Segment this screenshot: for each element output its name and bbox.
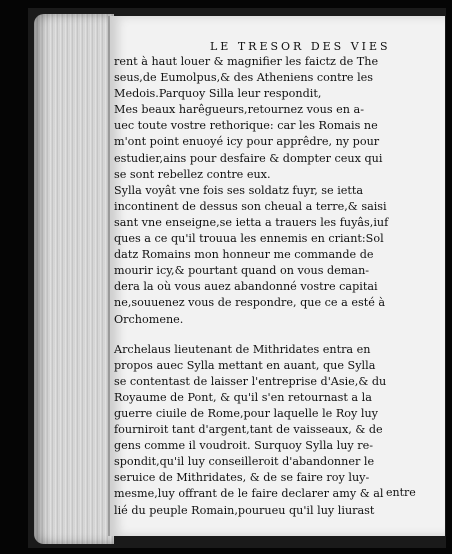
text-line: lié du peuple Romain,pourueu qu'il luy liurast <box>114 503 375 517</box>
paragraph-1 <box>114 54 444 102</box>
text-line: datz Romains mon honneur me commande de <box>114 248 374 262</box>
text-line: Sylla voyât vne fois ses soldatz fuyr, se ietta <box>114 183 364 197</box>
text-line: Orchomene. <box>114 312 184 326</box>
book-page <box>108 16 445 536</box>
text-line: Mes beaux harêgueurs,retournez vous en a- <box>114 103 364 117</box>
paragraph-3 <box>114 183 444 328</box>
text-line: sant vne enseigne,se ietta a trauers les fuyâs,iuf <box>114 215 389 229</box>
paragraph-2 <box>114 102 444 182</box>
text-line: m'ont point enuoyé icy pour apprêdre, ny pour <box>114 135 380 149</box>
text-line: se sont rebellez contre eux. <box>114 167 271 181</box>
text-line: estudier,ains pour desfaire & dompter ceux qui <box>114 151 383 165</box>
text-line: ques a ce qu'il trouua les ennemis en criant:Sol <box>114 232 384 246</box>
catchword: entre <box>386 486 416 499</box>
text-line: fourniroit tant d'argent,tant de vaisseaux, & de <box>114 423 383 437</box>
paragraph-gap <box>114 328 444 342</box>
text-line: Royaume de Pont, & qu'il s'en retournast a la <box>114 390 372 404</box>
text-line: Archelaus lieutenant de Mithridates entra en <box>114 342 371 356</box>
text-line: Medois.Parquoy Silla leur respondit, <box>114 87 322 101</box>
text-line: mesme,luy offrant de le faire declarer amy & al <box>114 487 384 501</box>
text-line: spondit,qu'il luy conseilleroit d'abandonner le <box>114 455 375 469</box>
text-line: ne,souuenez vous de respondre, que ce a esté à <box>114 296 386 310</box>
text-line: se contentast de laisser l'entreprise d'Asie,& du <box>114 374 387 388</box>
text-line: mourir icy,& pourtant quand on vous deman- <box>114 264 370 278</box>
text-line: propos auec Sylla mettant en auant, que Sylla <box>114 358 376 372</box>
text-line: guerre ciuile de Rome,pour laquelle le Roy luy <box>114 406 378 420</box>
running-head: LE TRESOR DES VIES <box>210 40 391 53</box>
text-line: uec toute vostre rethorique: car les Romais ne <box>114 119 378 133</box>
text-line: seruice de Mithridates, & de se faire roy luy- <box>114 471 370 485</box>
text-line: dera la où vous auez abandonné vostre capitai <box>114 280 378 294</box>
text-line: seus,de Eumolpus,& des Atheniens contre les <box>114 71 374 85</box>
page-text <box>114 54 444 519</box>
text-line: incontinent de dessus son cheual a terre,& saisi <box>114 199 387 213</box>
text-line: gens comme il voudroit. Surquoy Sylla luy re- <box>114 439 374 453</box>
text-line: rent à haut louer & magnifier les faictz de The <box>114 55 379 68</box>
page-edges <box>34 14 114 544</box>
